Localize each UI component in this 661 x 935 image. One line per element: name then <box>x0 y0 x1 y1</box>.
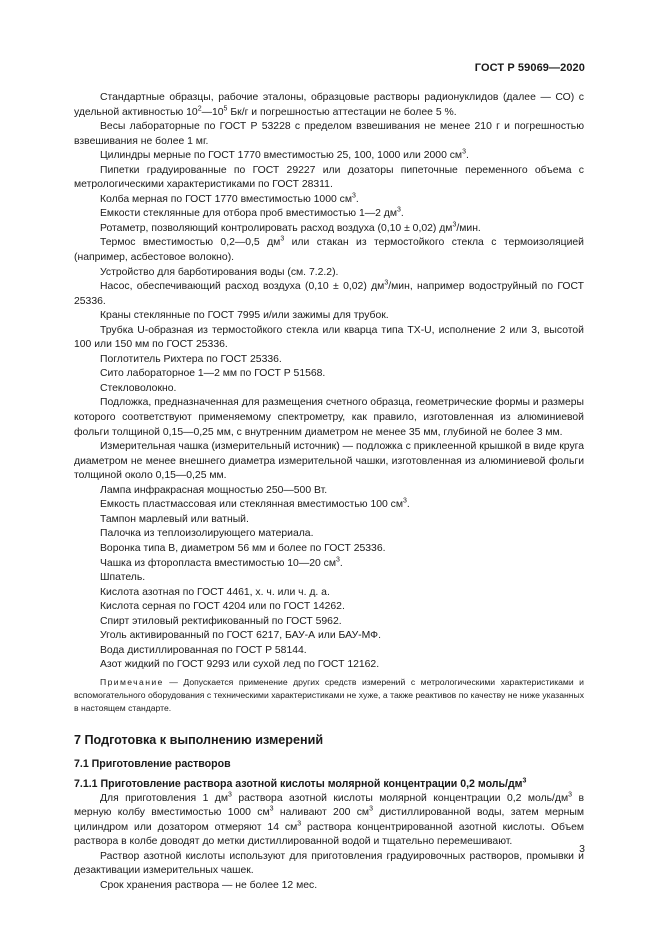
list-item: Палочка из теплоизолирующего материала. <box>100 528 314 540</box>
list-item: Краны стеклянные по ГОСТ 7995 и/или зажимы для трубок. <box>100 310 389 322</box>
list-item: Кислота азотная по ГОСТ 4461, х. ч. или ч. д. а. <box>100 586 330 598</box>
list-item: Емкость пластмассовая или стеклянная вместимостью 100 $см^3$. <box>100 497 410 511</box>
list-item: Подложка, предназначенная для размещения счетного образца, геометрические формы и размеры которого соответствуют применяемому спектрометру, как правило, изготовленная из алюминиевой фольги толщиной 0,15—0,25 мм, с внутренним диаметром не менее 35 мм, глубиной не более 3 мм. <box>74 397 584 438</box>
list-item: Измерительная чашка (измерительный источник) — подложка с приклеенной крышкой в виде круга диаметром не менее внешнего диаметра измерительной чашки, изготовленная из алюминиевой фольги толщиной около 0,15—0,25 мм. <box>74 441 584 482</box>
list-item: Спирт этиловый ректификованный по ГОСТ 5962. <box>100 615 342 627</box>
section-7-heading: 7 Подготовка к выполнению измерений <box>74 732 324 747</box>
section-7-1-1-title: 7.1.1 Приготовление раствора азотной кислоты молярной концентрации 0,2 моль/дм <box>74 778 523 791</box>
page-number: 3 <box>579 843 585 855</box>
equipment-list <box>74 91 584 673</box>
section-7-1-1-heading <box>74 777 584 792</box>
list-item: Термос вместимостью 0,2—0,5 $дм^3$ или стакан из термостойкого стекла с термоизоляцией (например, асбестовое волокно). <box>74 236 584 264</box>
standard-header: ГОСТ Р 59069—2020 <box>474 62 585 74</box>
list-item: Емкости стеклянные для отбора проб вместимостью 1—2 $дм^3$. <box>100 206 404 220</box>
note-paragraph <box>74 676 584 715</box>
list-item: Чашка из фторопласта вместимостью 10—20 $см^3$. <box>100 556 343 569</box>
list-item: Поглотитель Рихтера по ГОСТ 25336. <box>100 353 282 365</box>
body-paragraph: Раствор азотной кислоты используют для приготовления градуировочных растворов, промывки и дезактивации измерительных чашек. <box>74 850 584 877</box>
list-item: Сито лабораторное 1—2 мм по ГОСТ Р 51568. <box>100 368 326 380</box>
list-item: Насос, обеспечивающий расход воздуха (0,10 ± 0,02) $дм^3$/мин, например водоструйный по ГОСТ 25336. <box>74 279 584 307</box>
list-item: Ротаметр, позволяющий контролировать расход воздуха (0,10 ± 0,02) $дм^3$/мин. <box>100 221 481 234</box>
list-item: Стекловолокно. <box>100 382 177 394</box>
list-item: Шпатель. <box>100 572 146 584</box>
body-paragraph: Для приготовления 1 $дм^3$ раствора азотной кислоты молярной концентрации 0,2 моль/$дм^3$ в мерную колбу вместимостью 1000 $см^3$ наливают 200 $см^3$ дистиллированной воды, затем мерным цилиндром или дозатором отмеряют 14 $см^3$ раствора концентрированной азотной кислоты. Объем раствора в колбе доводят до метки дистиллированной водой и тщательно перемешивают. <box>74 791 584 848</box>
list-item: Трубка U-образная из термостойкого стекла или кварца типа TX-U, исполнение 2 или 3, высотой 100 или 150 мм по ГОСТ 25336. <box>74 324 584 351</box>
body-paragraph: Срок хранения раствора — не более 12 мес. <box>100 879 318 891</box>
note-text: — Допускается применение других средств измерений с метрологическими характеристиками и вспомогательного оборудования с техническими характеристиками не хуже, а также реактивов по качеству не ниже указанных в настоящем стандарте. <box>74 676 584 713</box>
list-item: Цилиндры мерные по ГОСТ 1770 вместимостью 25, 100, 1000 или 2000 $см^3$. <box>100 148 469 162</box>
section-7-1-1-sup: 3 <box>522 777 527 785</box>
list-item: Вода дистиллированная по ГОСТ Р 58144. <box>100 644 307 656</box>
list-item: Устройство для барботирования воды (см. 7.2.2). <box>100 266 339 278</box>
list-item: Весы лабораторные по ГОСТ Р 53228 с пределом взвешивания не менее 210 г и погрешностью взвешивания не более 1 мг. <box>74 121 584 147</box>
list-item: Тампон марлевый или ватный. <box>100 513 249 525</box>
list-item: Лампа инфракрасная мощностью 250—500 Вт. <box>100 484 328 496</box>
list-item: Уголь активированный по ГОСТ 6217, БАУ-А или БАУ-МФ. <box>100 630 381 642</box>
section-7-1-1-body <box>74 792 584 894</box>
list-item: Стандартные образцы, рабочие эталоны, образцовые растворы радионуклидов (далее — СО) с удельной активностью $10^2—10^5$ Бк/г и погрешностью аттестации не более 5 %. <box>74 92 584 118</box>
list-item: Воронка типа В, диаметром 56 мм и более по ГОСТ 25336. <box>100 542 386 554</box>
list-item: Кислота серная по ГОСТ 4204 или по ГОСТ 14262. <box>100 601 345 613</box>
note-label: Примечание <box>100 676 164 687</box>
list-item: Колба мерная по ГОСТ 1770 вместимостью 1000 $см^3$. <box>100 192 359 205</box>
list-item: Азот жидкий по ГОСТ 9293 или сухой лед по ГОСТ 12162. <box>100 659 380 671</box>
section-7-1-heading: 7.1 Приготовление растворов <box>74 757 231 770</box>
document-body <box>74 91 584 893</box>
list-item: Пипетки градуированные по ГОСТ 29227 или дозаторы пипеточные переменного объема с метрологическими характеристиками по ГОСТ 28311. <box>74 164 584 191</box>
